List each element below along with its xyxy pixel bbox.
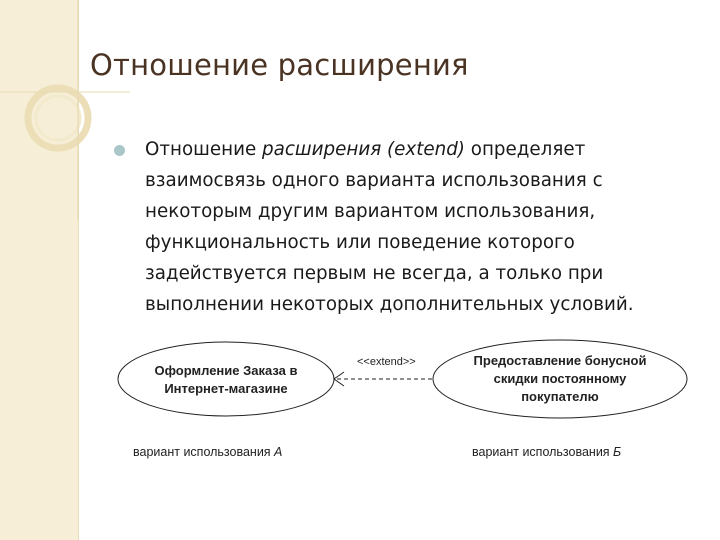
caption-a-letter: А [274,445,283,459]
caption-use-case-a [133,445,282,459]
caption-use-case-b [472,445,621,459]
caption-b-text: вариант использования [472,445,614,459]
caption-a-text: вариант использования [133,445,275,459]
slide-title: Отношение расширения [90,48,469,82]
use-case-b-line2: скидки постоянному [493,371,627,386]
extend-stereotype-label: <<extend>> [357,356,416,368]
bullet-lead: Отношение [145,139,263,160]
use-case-b-line1: Предоставление бонусной [473,353,647,368]
bullet-rest: определяет взаимосвязь одного варианта использования с некоторым другим вариантом использования, функциональность или поведение которого задействуется первым не всегда, а только при выполнении некоторых дополнительных условий. [145,139,634,315]
use-case-a-line1: Оформление Заказа в [154,363,298,378]
use-case-b-label [433,352,687,406]
use-case-a-line2: Интернет-магазине [164,381,288,396]
use-case-a-label [118,362,334,398]
use-case-b-line3: покупателю [521,389,599,404]
caption-b-letter: Б [613,445,622,459]
bullet-term: расширения (extend) [262,139,465,160]
